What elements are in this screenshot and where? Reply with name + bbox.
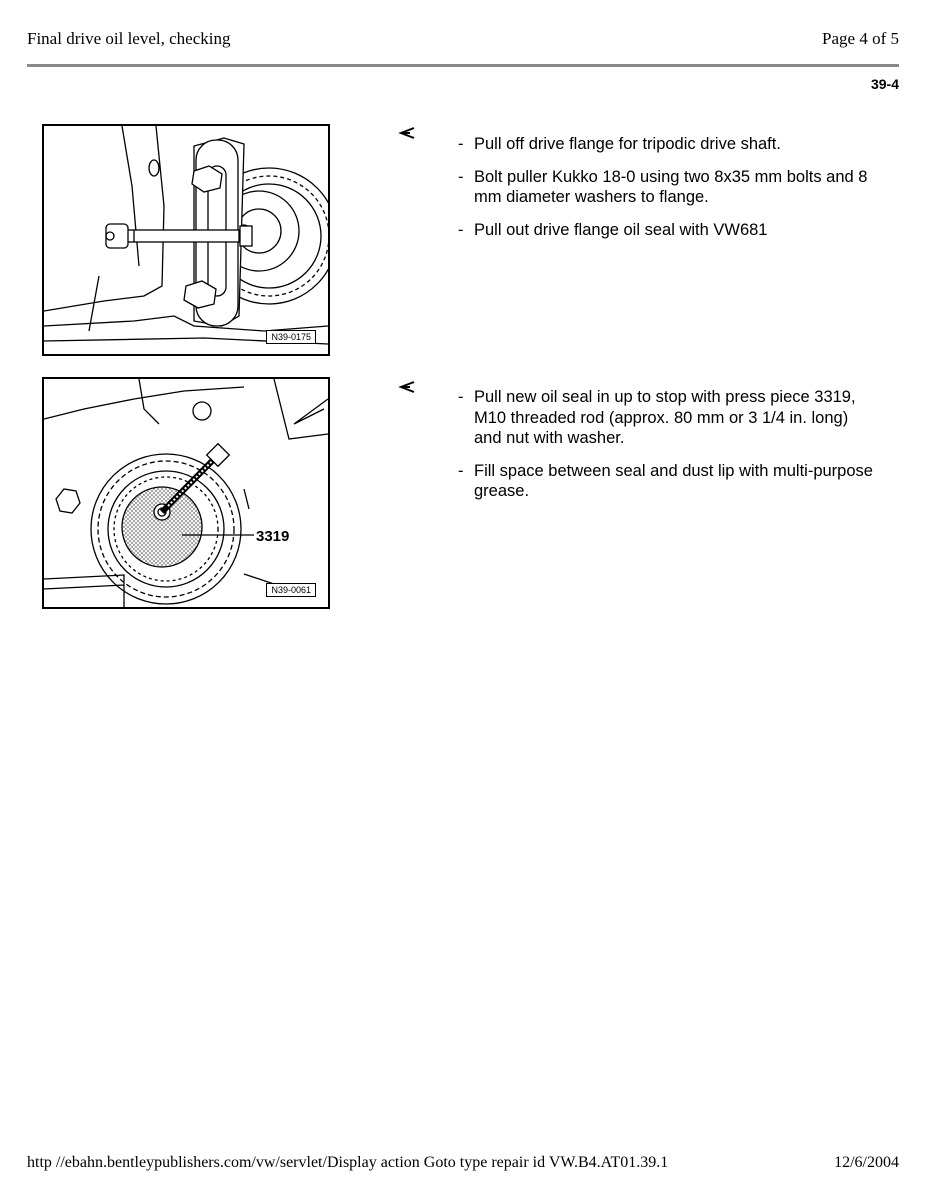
instruction-step: - Pull out drive flange oil seal with VW681: [458, 220, 768, 239]
see-illustration-arrow-icon: [398, 380, 416, 394]
page-number: Page 4 of 5: [822, 29, 899, 48]
instruction-step: - Fill space between seal and dust lip with multi-purpose grease.: [458, 461, 873, 500]
source-url: http //ebahn.bentleypublishers.com/vw/servlet/Display action Goto type repair id VW.B4.AT01.39.1: [27, 1154, 669, 1171]
instruction-steps-1: [458, 134, 878, 252]
tool-number-label: 3319: [256, 528, 290, 545]
figure-code-label: N39-0175: [266, 330, 316, 344]
instruction-step: - Pull new oil seal in up to stop with press piece 3319, M10 threaded rod (approx. 80 mm or 3 1/4 in. long) and nut with washer.: [458, 388, 856, 447]
header-rule: [27, 64, 899, 67]
print-date: 12/6/2004: [834, 1154, 899, 1171]
puller-illustration: [44, 126, 328, 354]
instruction-steps-2: [458, 387, 878, 514]
seal-press-illustration: [44, 379, 328, 607]
instruction-step: - Bolt puller Kukko 18-0 using two 8x35 mm bolts and 8 mm diameter washers to flange.: [458, 167, 868, 206]
step-text: Fill space between seal and dust lip with multi-purpose grease.: [474, 461, 873, 500]
page-header-title: Final drive oil level, checking: [27, 29, 231, 48]
step-text: Pull out drive flange oil seal with VW681: [474, 220, 768, 239]
step-text: Bolt puller Kukko 18-0 using two 8x35 mm bolts and 8 mm diameter washers to flange.: [474, 167, 868, 206]
figure-oil-seal-press: [42, 377, 330, 609]
instruction-step: - Pull off drive flange for tripodic drive shaft.: [458, 135, 781, 153]
section-number: 39-4: [870, 76, 899, 92]
figure-code-label: N39-0061: [266, 583, 316, 597]
step-text: Pull off drive flange for tripodic drive shaft.: [474, 135, 781, 153]
step-text: Pull new oil seal in up to stop with press piece 3319, M10 threaded rod (approx. 80 mm or 3 1/4 in. long) and nut with washer.: [474, 388, 856, 447]
see-illustration-arrow-icon: [398, 126, 416, 140]
figure-drive-flange-puller: [42, 124, 330, 356]
